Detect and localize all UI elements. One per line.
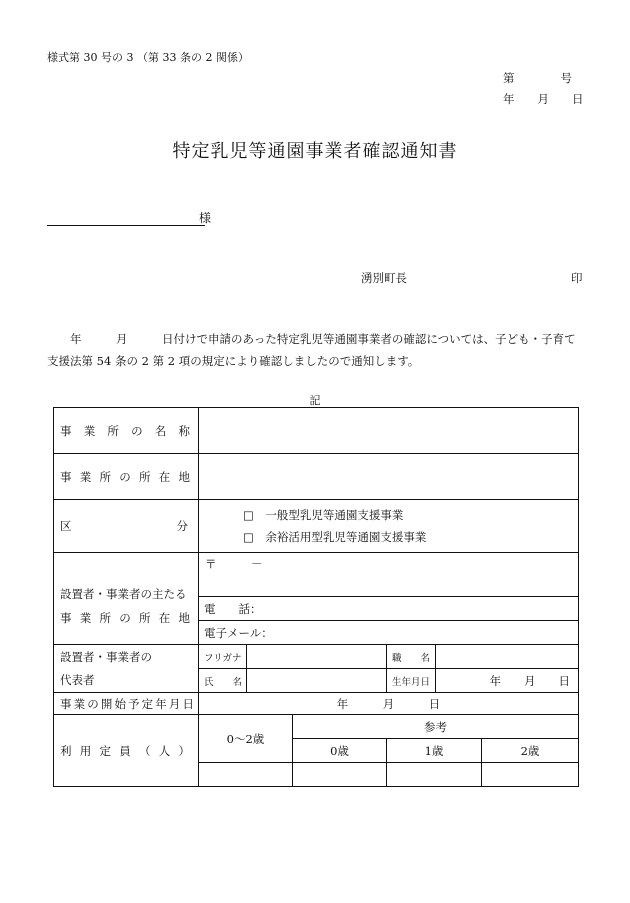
email-label: 電子メール： (204, 625, 273, 640)
row-rep-furigana (54, 645, 579, 669)
issue-number: 第 号 (503, 71, 572, 85)
start-date-label: 事 業 の 開 始 予 定 年 月 日 (54, 693, 199, 715)
position-label: 職 名 (387, 645, 436, 669)
postal-field[interactable] (199, 553, 579, 597)
confirmation-table (53, 407, 579, 787)
reference-header: 参考 (293, 715, 579, 739)
capacity-0-field[interactable] (293, 763, 387, 787)
position-field[interactable] (436, 645, 579, 669)
page-title: 特定乳児等通園事業者確認通知書 (172, 141, 458, 162)
representative-label-bottom (54, 669, 199, 693)
representative-label-line2: 代表者 (60, 673, 95, 688)
issue-date: 年 月 日 (503, 92, 584, 106)
addressee-line (47, 225, 205, 226)
row-facility-name (54, 408, 579, 454)
representative-label-line1: 設置者・事業者の (60, 649, 152, 664)
establisher-label-line2: 事 業 所 の 所 在 地 (60, 610, 190, 625)
representative-label-top (54, 645, 199, 669)
issuer-seal: 印 (571, 271, 583, 285)
row-capacity-head (54, 715, 579, 739)
facility-name-field[interactable] (199, 408, 579, 454)
name-field[interactable] (247, 669, 387, 693)
row-start-date (54, 693, 579, 715)
establisher-label-line1: 設置者・事業者の主たる (60, 586, 187, 601)
email-field[interactable] (199, 621, 579, 645)
phone-field[interactable] (199, 597, 579, 621)
furigana-label: フリガナ (199, 645, 247, 669)
birthdate-value: 年 月 日 (489, 673, 571, 688)
age-0-2-header: 0～2歳 (199, 715, 293, 763)
postal-label: 〒 － (205, 557, 263, 571)
facility-location-field[interactable] (199, 454, 579, 500)
addressee-suffix: 様 (199, 211, 212, 225)
capacity-label: 利 用 定 員 （ 人 ） (54, 715, 199, 787)
row-postal (54, 553, 579, 597)
category-label-right: 分 (176, 519, 188, 533)
facility-location-label: 事 業 所 の 所 在 地 (54, 454, 199, 500)
category-options (199, 500, 579, 553)
phone-label: 電 話： (204, 601, 262, 616)
category-option-general[interactable]: □ 一般型乳児等通園支援事業 (243, 508, 404, 522)
establisher-location-label (54, 553, 199, 645)
form-number: 様式第 30 号の 3 （第 33 条の 2 関係） (47, 51, 249, 64)
capacity-2-field[interactable] (482, 763, 579, 787)
birthdate-label: 生年月日 (387, 669, 436, 693)
category-label (54, 500, 199, 553)
row-facility-location (54, 454, 579, 500)
category-option-surplus[interactable]: □ 余裕活用型乳児等通園支援事業 (243, 530, 427, 544)
birthdate-field[interactable] (436, 669, 579, 693)
age-0-header: 0歳 (293, 739, 387, 763)
notice-body: 年 月 日付けで申請のあった特定乳児等通園事業者の確認については、子ども・子育て支援法第 54 条の 2 第 2 項の規定により確認しましたので通知します。 (47, 332, 576, 368)
start-date-field[interactable] (199, 693, 579, 715)
age-1-header: 1歳 (387, 739, 482, 763)
capacity-0-2-field[interactable] (199, 763, 293, 787)
name-label: 氏 名 (199, 669, 247, 693)
capacity-1-field[interactable] (387, 763, 482, 787)
ki-label: 記 (309, 394, 321, 407)
furigana-field[interactable] (247, 645, 387, 669)
facility-name-label: 事 業 所 の 名 称 (54, 408, 199, 454)
category-label-left: 区 (60, 519, 72, 533)
row-category (54, 500, 579, 553)
row-rep-name (54, 669, 579, 693)
start-date-value: 年 月 日 (336, 696, 441, 711)
age-2-header: 2歳 (482, 739, 579, 763)
issuer-name: 湧別町長 (361, 271, 407, 285)
